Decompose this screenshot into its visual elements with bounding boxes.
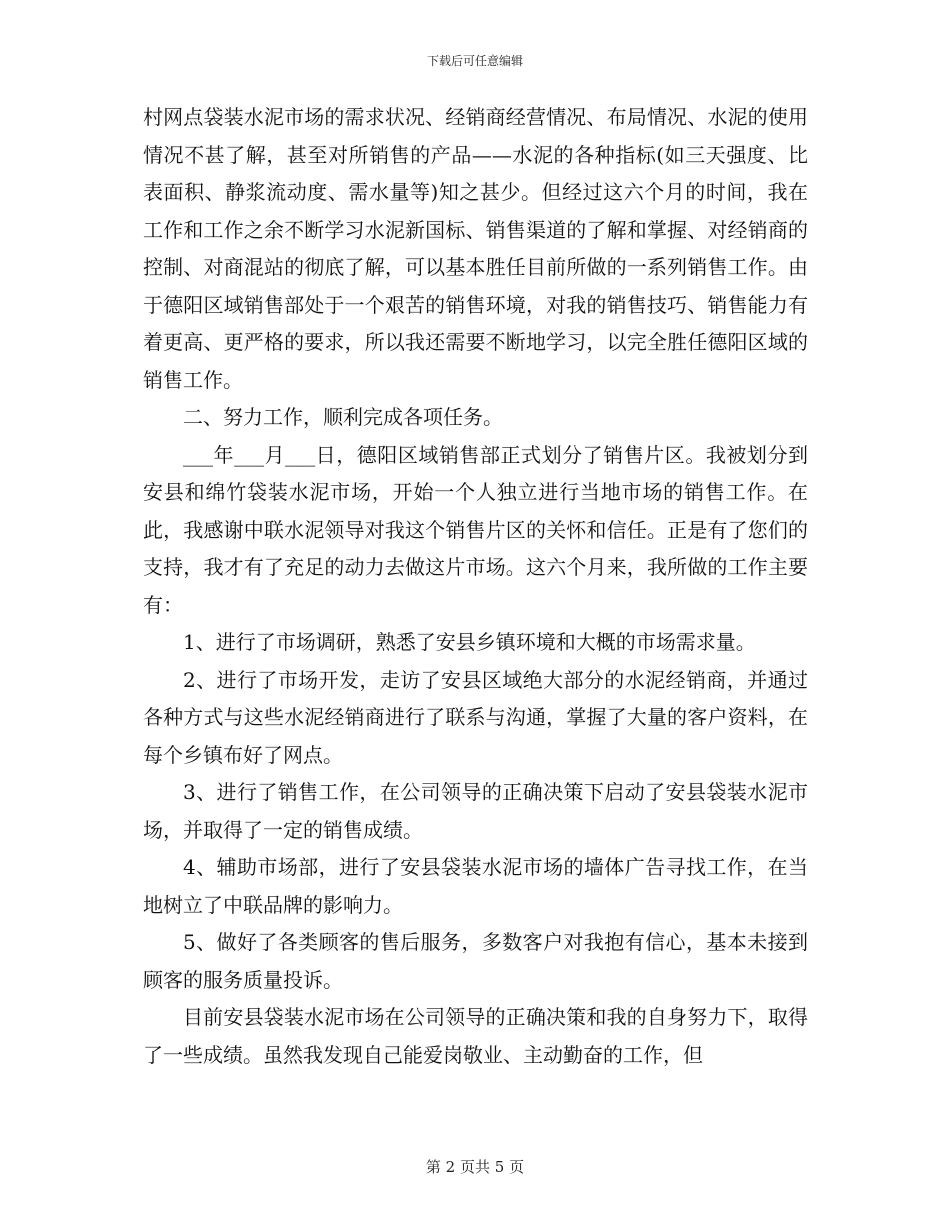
page-header: 下载后可任意编辑 — [426, 54, 523, 68]
list-item: 4、辅助市场部，进行了安县袋装水泥市场的墙体广告寻找工作，在当地树立了中联品牌的影响力。 — [143, 855, 808, 917]
list-item: 5、做好了各类顾客的售后服务，多数客户对我抱有信心，基本未接到顾客的服务质量投诉。 — [143, 930, 808, 992]
paragraph: 目前安县袋装水泥市场在公司领导的正确决策和我的自身努力下，取得了一些成绩。虽然我发现自己能爱岗敬业、主动勤奋的工作，但 — [143, 1005, 808, 1067]
list-item: 1、进行了市场调研，熟悉了安县乡镇环境和大概的市场需求量。 — [183, 630, 756, 654]
list-item: 3、进行了销售工作，在公司领导的正确决策下启动了安县袋装水泥市场，并取得了一定的销售成绩。 — [143, 780, 808, 842]
list-item: 2、进行了市场开发，走访了安县区域绝大部分的水泥经销商，并通过各种方式与这些水泥经销商进行了联系与沟通，掌握了大量的客户资料，在每个乡镇布好了网点。 — [143, 667, 808, 767]
section-heading: 二、努力工作，顺利完成各项任务。 — [183, 405, 503, 429]
paragraph: ___年___月___日，德阳区域销售部正式划分了销售片区。我被划分到安县和绵竹袋装水泥市场，开始一个人独立进行当地市场的销售工作。在此，我感谢中联水泥领导对我这个销售片区的关怀和信任。正是有了您们的支持，我才有了充足的动力去做这片市场。这六个月来，我所做的工作主要有： — [143, 442, 808, 617]
page-footer: 第 2 页共 5 页 — [425, 1158, 525, 1176]
document-body — [143, 99, 808, 1074]
paragraph: 村网点袋装水泥市场的需求状况、经销商经营情况、布局情况、水泥的使用情况不甚了解，甚至对所销售的产品——水泥的各种指标(如三天强度、比表面积、静浆流动度、需水量等)知之甚少。但经过这六个月的时间，我在工作和工作之余不断学习水泥新国标、销售渠道的了解和掌握、对经销商的控制、对商混站的彻底了解，可以基本胜任目前所做的一系列销售工作。由于德阳区域销售部处于一个艰苦的销售环境，对我的销售技巧、销售能力有着更高、更严格的要求，所以我还需要不断地学习，以完全胜任德阳区域的销售工作。 — [143, 105, 808, 392]
